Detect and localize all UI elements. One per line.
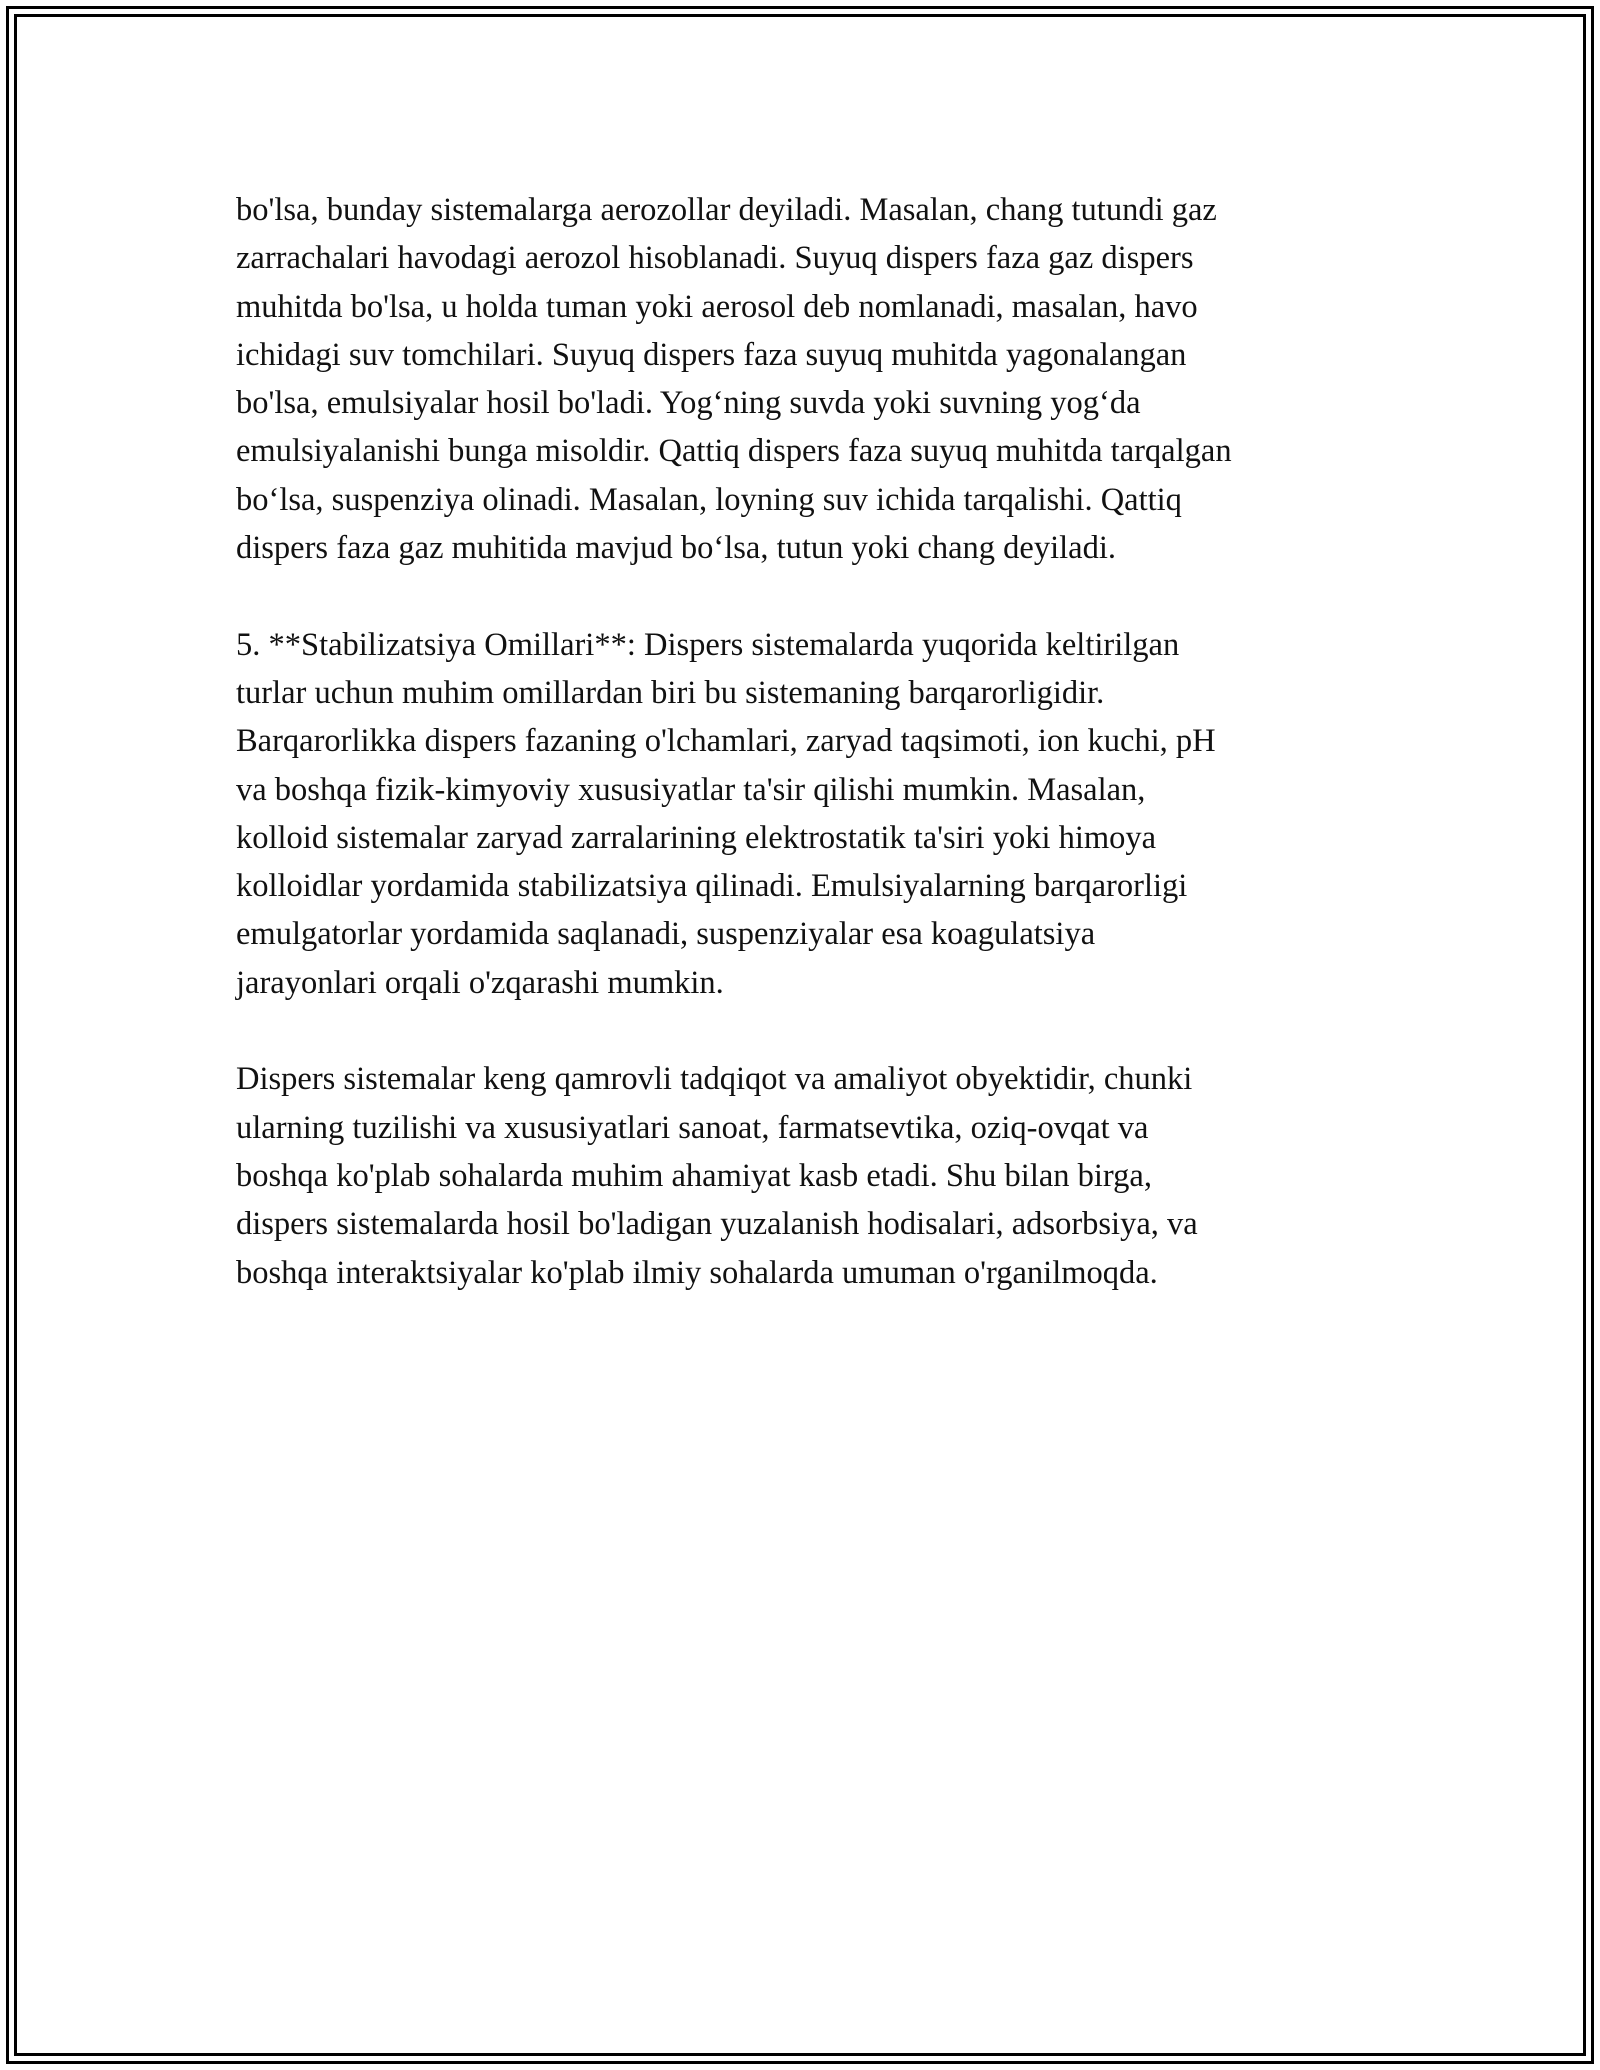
paragraph-aerosols-emulsions: bo'lsa, bunday sistemalarga aerozollar deyiladi. Masalan, chang tutundi gaz zarrachalari havodagi aerozol hisoblanadi. Suyuq dispers faza gaz dispers muhitda bo'lsa, u holda tuman yoki aerosol deb nomlanadi, masalan, havo ichidagi suv tomchilari. Suyuq dispers faza suyuq muhitda yagonalangan bo'lsa, emulsiyalar hosil bo'ladi. Yog‘ning suvda yoki suvning yog‘da emulsiyalanishi bunga misoldir. Qattiq dispers faza suyuq muhitda tarqalgan bo‘lsa, suspenziya olinadi. Masalan, loyning suv ichida tarqalishi. Qattiq dispers faza gaz muhitida mavjud bo‘lsa, tutun yoki chang deyiladi. [236, 192, 1232, 567]
paragraph-conclusion: Dispers sistemalar keng qamrovli tadqiqot va amaliyot obyektidir, chunki ularning tuzilishi va xususiyatlari sanoat, farmatsevtika, oziq-ovqat va boshqa ko'plab sohalarda muhim ahamiyat kasb etadi. Shu bilan birga, dispers sistemalarda hosil bo'ladigan yuzalanish hodisalari, adsorbsiya, va boshqa interaktsiyalar ko'plab ilmiy sohalarda umuman o'rganilmoqda. [236, 1061, 1198, 1291]
document-body [236, 186, 1376, 1345]
paragraph-stabilization-factors: 5. **Stabilizatsiya Omillari**: Dispers sistemalarda yuqorida keltirilgan turlar uchun muhim omillardan biri bu sistemaning barqarorligidir. Barqarorlikka dispers fazaning o'lchamlari, zaryad taqsimoti, ion kuchi, pH va boshqa fizik-kimyoviy xususiyatlar ta'sir qilishi mumkin. Masalan, kolloid sistemalar zaryad zarralarining elektrostatik ta'siri yoki himoya kolloidlar yordamida stabilizatsiya qilinadi. Emulsiyalarning barqarorligi emulgatorlar yordamida saqlanadi, suspenziyalar esa koagulatsiya jarayonlari orqali o'zqarashi mumkin. [236, 626, 1216, 1001]
